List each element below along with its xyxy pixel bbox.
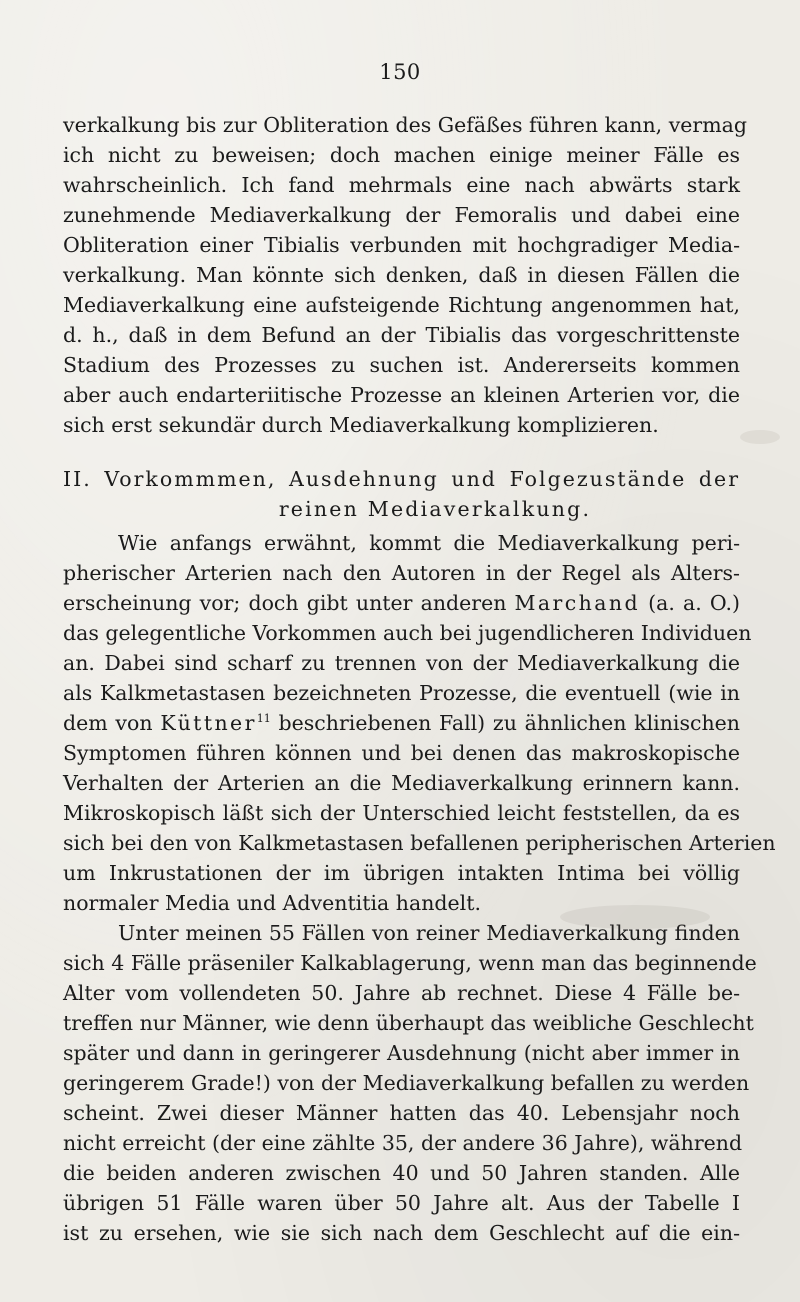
text-line: die beiden anderen zwischen 40 und 50 Jahren standen. Alle [63, 1161, 740, 1185]
text-line: später und dann in geringerer Ausdehnung (nicht aber immer in [63, 1041, 740, 1065]
text-line: Alter vom vollendeten 50. Jahre ab rechnet. Diese 4 Fälle be- [63, 981, 740, 1005]
text-line: ich nicht zu beweisen; doch machen einige meiner Fälle es [63, 143, 740, 167]
text-line: übrigen 51 Fälle waren über 50 Jahre alt. Aus der Tabelle I [63, 1191, 740, 1215]
text-line: zunehmende Mediaverkalkung der Femoralis und dabei eine [63, 203, 740, 227]
text-line: nicht erreicht (der eine zählte 35, der andere 36 Jahre), während [63, 1131, 743, 1155]
paper-bleed-mark [740, 430, 780, 444]
text-line: Wie anfangs erwähnt, kommt die Mediaverkalkung peri- [118, 531, 740, 555]
text-line: das gelegentliche Vorkommen auch bei jugendlicheren Individuen [63, 621, 752, 645]
text-line: ist zu ersehen, wie sie sich nach dem Geschlecht auf die ein- [63, 1221, 740, 1245]
text-line: als Kalkmetastasen bezeichneten Prozesse, die eventuell (wie in [63, 681, 740, 705]
text-line: sich erst sekundär durch Mediaverkalkung komplizieren. [63, 413, 659, 437]
text-line: Stadium des Prozesses zu suchen ist. Andererseits kommen [63, 353, 740, 377]
text-line: Unter meinen 55 Fällen von reiner Mediaverkalkung finden [118, 921, 740, 945]
text-line: an. Dabei sind scharf zu trennen von der Mediaverkalkung die [63, 651, 740, 675]
paper-bleed-mark [560, 905, 710, 929]
text-line: wahrscheinlich. Ich fand mehrmals eine nach abwärts stark [63, 173, 740, 197]
text-line [63, 588, 740, 618]
section-heading-line-1: II. Vorkommmen, Ausdehnung und Folgezustände der [63, 467, 740, 491]
author-name: Küttner [160, 711, 257, 735]
section-heading-line-2: reinen Mediaverkalkung. [278, 497, 592, 521]
text-line: verkalkung bis zur Obliteration des Gefäßes führen kann, vermag [63, 113, 747, 137]
text-line: d. h., daß in dem Befund an der Tibialis das vorgeschrittenste [63, 323, 740, 347]
text-line: Obliteration einer Tibialis verbunden mit hochgradiger Media- [63, 233, 740, 257]
footnote-reference: 11 [256, 712, 271, 726]
text-line: Mikroskopisch läßt sich der Unterschied leicht feststellen, da es [63, 801, 740, 825]
text-line: um Inkrustationen der im übrigen intakten Intima bei völlig [63, 861, 740, 885]
text-line: sich bei den von Kalkmetastasen befallenen peripherischen Arterien [63, 831, 776, 855]
text-line: pherischer Arterien nach den Autoren in der Regel als Alters- [63, 561, 740, 585]
author-name: Marchand [514, 591, 640, 615]
text-line: treffen nur Männer, wie denn überhaupt das weibliche Geschlecht [63, 1011, 754, 1035]
text-fragment: dem von [63, 711, 161, 735]
text-line: scheint. Zwei dieser Männer hatten das 40. Lebensjahr noch [63, 1101, 740, 1125]
text-line: Symptomen führen können und bei denen das makroskopische [63, 741, 740, 765]
page-number: 150 [379, 60, 421, 84]
text-line: aber auch endarteriitische Prozesse an kleinen Arterien vor, die [63, 383, 740, 407]
text-fragment: erscheinung vor; doch gibt unter anderen [63, 591, 515, 615]
text-line: normaler Media und Adventitia handelt. [63, 891, 481, 915]
text-fragment: (a. a. O.) [640, 591, 740, 615]
text-line: geringerem Grade!) von der Mediaverkalkung befallen zu werden [63, 1071, 750, 1095]
text-fragment: beschriebenen Fall) zu ähnlichen klinischen [270, 711, 740, 735]
text-line: sich 4 Fälle präseniler Kalkablagerung, wenn man das beginnende [63, 951, 757, 975]
text-line: verkalkung. Man könnte sich denken, daß in diesen Fällen die [63, 263, 740, 287]
text-line [63, 708, 740, 738]
text-line: Mediaverkalkung eine aufsteigende Richtung angenommen hat, [63, 293, 740, 317]
text-line: Verhalten der Arterien an die Mediaverkalkung erinnern kann. [63, 771, 740, 795]
